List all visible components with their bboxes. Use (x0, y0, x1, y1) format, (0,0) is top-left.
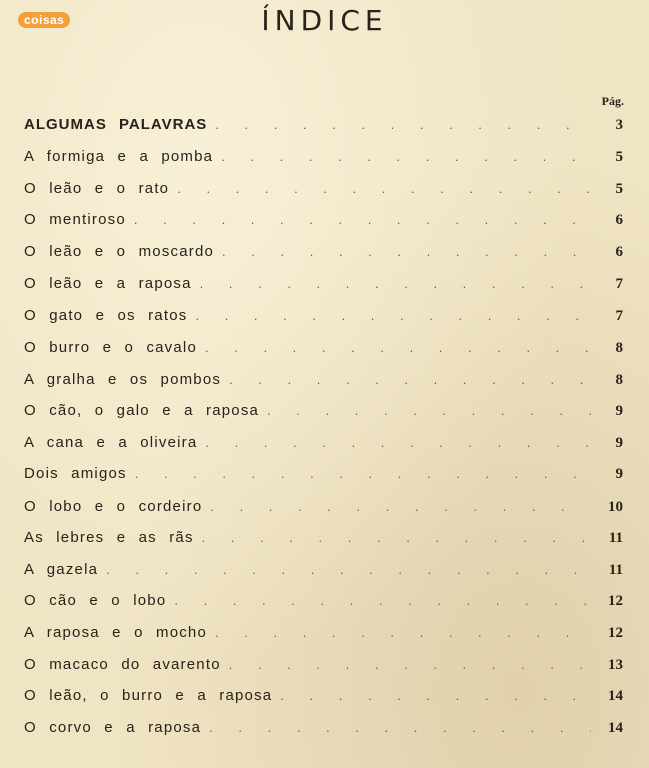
toc-entry-page: 6 (615, 244, 623, 260)
toc-entry-page: 12 (608, 625, 623, 641)
dot-leader (280, 688, 591, 703)
toc-entry-page: 9 (615, 403, 623, 419)
dot-leader (267, 403, 591, 418)
dot-leader (195, 308, 591, 323)
dot-leader (177, 181, 591, 196)
dot-leader (215, 117, 591, 132)
toc-entry-page: 7 (615, 276, 623, 292)
toc-entry (24, 561, 623, 585)
toc-entry (24, 529, 623, 553)
toc-entry-label: O cão e o lobo (24, 592, 167, 609)
toc-entry-page: 8 (615, 372, 623, 388)
toc-entry-label: As lebres e as rãs (24, 529, 194, 546)
toc-entry (24, 624, 623, 648)
dot-leader (205, 435, 591, 450)
toc-entry-label: Dois amigos (24, 465, 127, 482)
toc-entry (24, 371, 623, 395)
toc-entry-label: O mentiroso (24, 211, 126, 228)
toc-entry-page: 3 (615, 117, 623, 133)
toc-entry (24, 498, 623, 522)
toc-entry-label: A cana e a oliveira (24, 434, 198, 451)
toc-entry (24, 656, 623, 680)
toc-entry-page: 9 (615, 466, 623, 482)
page-title: ÍNDICE (261, 4, 388, 37)
toc-entry-page: 11 (608, 530, 623, 546)
toc-entry (24, 243, 623, 267)
toc-entry (24, 307, 623, 331)
dot-leader (134, 212, 591, 227)
toc-entry-label: A raposa e o mocho (24, 624, 208, 641)
dot-leader (229, 372, 591, 387)
toc-entry-label: O gato e os ratos (24, 307, 188, 324)
dot-leader (221, 149, 591, 164)
dot-leader (229, 657, 591, 672)
dot-leader (174, 593, 591, 608)
dot-leader (200, 276, 591, 291)
toc-entry (24, 465, 623, 489)
toc-entry (24, 719, 623, 743)
toc-entry-label: O leão e o moscardo (24, 243, 215, 260)
toc-entry-label: O corvo e a raposa (24, 719, 202, 736)
toc-entry-label: O leão e a raposa (24, 275, 192, 292)
toc-entry-label: ALGUMAS PALAVRAS (24, 116, 208, 133)
watermark-logo: coisas (18, 12, 70, 28)
toc-entry-page: 14 (608, 688, 623, 704)
toc-entry (24, 687, 623, 711)
toc-entry-page: 12 (608, 593, 623, 609)
toc-entry-label: O leão e o rato (24, 180, 170, 197)
dot-leader (205, 340, 591, 355)
toc-entry-page: 13 (608, 657, 623, 673)
toc-entry-page: 14 (608, 720, 623, 736)
toc-entry (24, 402, 623, 426)
toc-entry-label: O lobo e o cordeiro (24, 498, 203, 515)
toc-entry-page: 10 (608, 499, 623, 515)
page-column-label: Pág. (601, 94, 624, 108)
dot-leader (222, 244, 591, 259)
dot-leader (209, 720, 591, 735)
toc-entry-label: O macaco do avarento (24, 656, 221, 673)
toc-entry (24, 116, 623, 140)
toc-entry (24, 434, 623, 458)
toc-entry-label: O burro e o cavalo (24, 339, 197, 356)
toc-entry-page: 5 (615, 181, 623, 197)
toc-entry-page: 11 (608, 562, 623, 578)
toc-entry-label: A gazela (24, 561, 99, 578)
toc-entry-page: 5 (615, 149, 623, 165)
toc-entry (24, 339, 623, 363)
toc-entry-label: A formiga e a pomba (24, 148, 214, 165)
toc-entry (24, 180, 623, 204)
toc-entry-label: O cão, o galo e a raposa (24, 402, 260, 419)
toc-entry-page: 7 (615, 308, 623, 324)
toc-entry (24, 592, 623, 616)
toc-entry-page: 9 (615, 435, 623, 451)
toc-entry (24, 148, 623, 172)
toc-entry-label: A gralha e os pombos (24, 371, 222, 388)
toc-entry (24, 275, 623, 299)
dot-leader (135, 466, 591, 481)
toc-entry-page: 6 (615, 212, 623, 228)
toc-entry (24, 211, 623, 235)
dot-leader (215, 625, 591, 640)
dot-leader (106, 562, 591, 577)
dot-leader (202, 530, 591, 545)
toc-entry-label: O leão, o burro e a raposa (24, 687, 273, 704)
toc-entry-page: 8 (615, 340, 623, 356)
dot-leader (210, 499, 591, 514)
